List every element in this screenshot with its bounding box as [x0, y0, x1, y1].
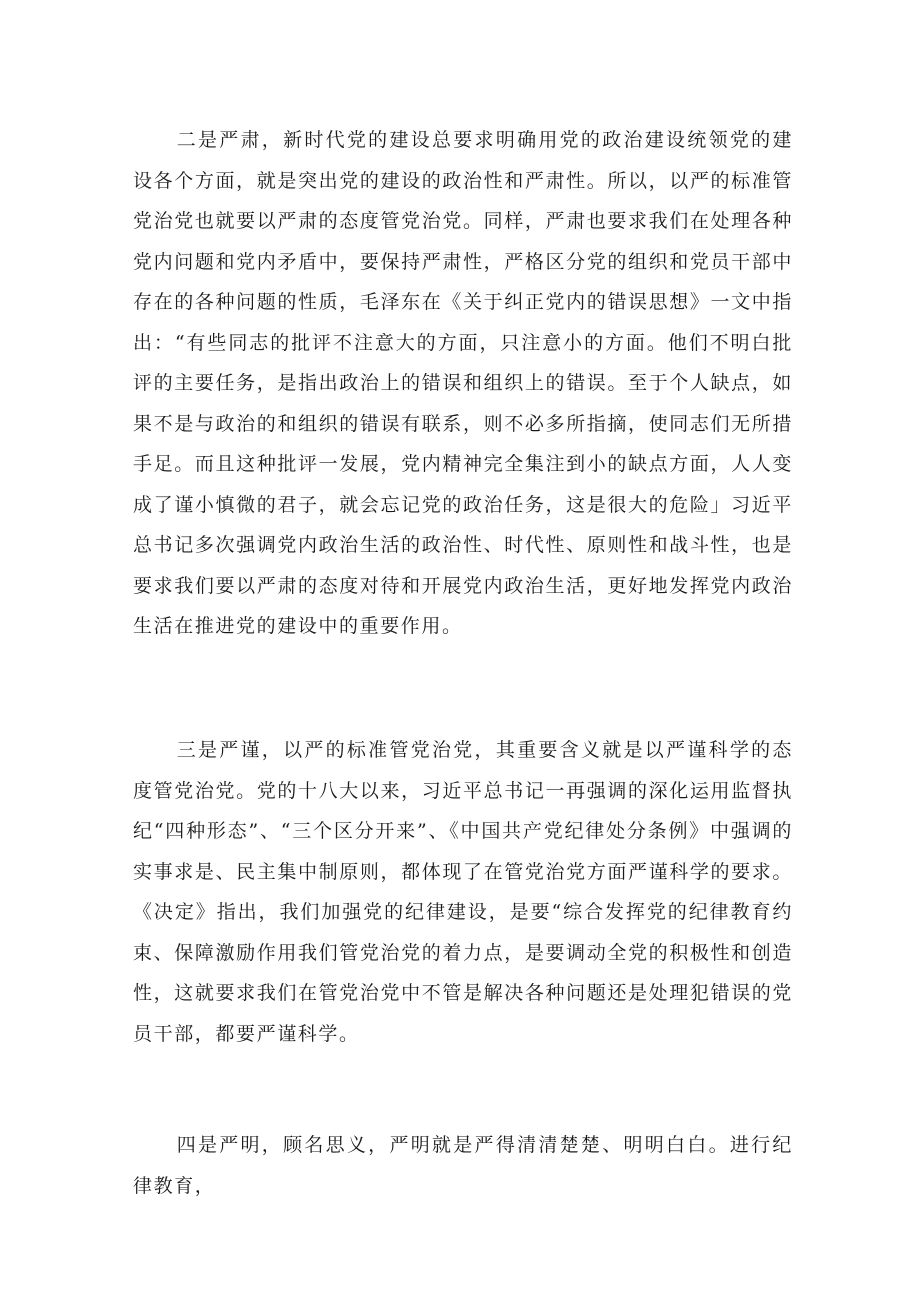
paragraph-strict-seriousness: 二是严肃，新时代党的建设总要求明确用党的政治建设统领党的建设各个方面，就是突出党的建设的政治性和严肃性。所以，以严的标准管党治党也就要以严肃的态度管党治党。同样，严肃也要求我们在处理各种党内问题和党内矛盾中，要保持严肃性，严格区分党的组织和党员干部中存在的各种问题的性质，毛泽东在《关于纠正党内的错误思想》一文中指出：“有些同志的批评不注意大的方面，只注意小的方面。他们不明白批评的主要任务，是指出政治上的错误和组织上的错误。至于个人缺点，如果不是与政治的和组织的错误有联系，则不必多所指摘，使同志们无所措手足。而且这种批评一发展，党内精神完全集注到小的缺点方面，人人变成了谨小慎微的君子，就会忘记党的政治任务，这是很大的危险」习近平总书记多次强调党内政治生活的政治性、时代性、原则性和战斗性，也是要求我们要以严肃的态度对待和开展党内政治生活，更好地发挥党内政治生活在推进党的建设中的重要作用。 [133, 129, 793, 637]
paragraph-strict-rigor: 三是严谨，以严的标准管党治党，其重要含义就是以严谨科学的态度管党治党。党的十八大以来，习近平总书记一再强调的深化运用监督执纪“四种形态”、“三个区分开来”、《中国共产党纪律处分条例》中强调的实事求是、民主集中制原则，都体现了在管党治党方面严谨科学的要求。《决定》指出，我们加强党的纪律建设，是要“综合发挥党的纪律教育约束、保障激励作用我们管党治党的着力点，是要调动全党的积极性和创造性，这就要求我们在管党治党中不管是解决各种问题还是处理犯错误的党员干部，都要严谨科学。 [133, 739, 793, 1045]
paragraph-strict-clarity: 四是严明，顾名思义，严明就是严得清清楚楚、明明白白。进行纪律教育， [133, 1134, 793, 1197]
